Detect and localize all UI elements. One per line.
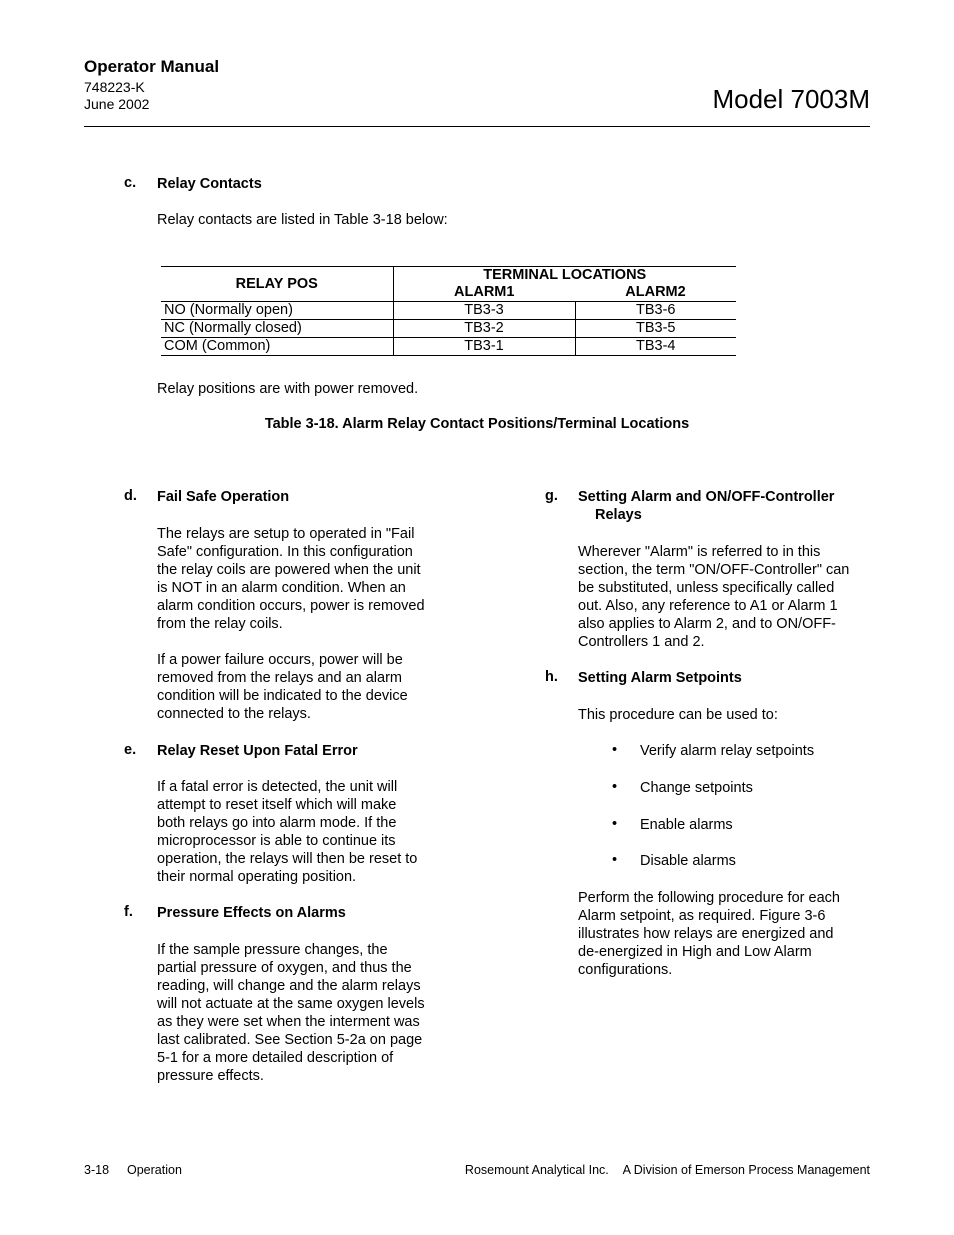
section-d-letter: d. [124,488,137,504]
cell-pos: NO (Normally open) [164,302,293,318]
section-g-letter: g. [545,488,558,504]
section-d-paragraph-2: If a power failure occurs, power will be removed from the relays and an alarm condition will be indicated to the device connected to the relays. [157,652,408,722]
cell-alarm1: TB3-1 [393,338,575,356]
section-h-paragraph: Perform the following procedure for each Alarm setpoint, as required. Figure 3-6 illustrates how relays are energized and de-energized in High and Low Alarm configurations. [578,890,840,978]
footer-section: Operation [127,1163,182,1177]
section-e-title: Relay Reset Upon Fatal Error [157,743,358,759]
footer-page-number: 3-18 [84,1163,110,1177]
section-d-paragraph-1: The relays are setup to operated in "Fail Safe" configuration. In this configuration the relay coils are powered when the unit is NOT in an alarm condition. When an alarm condition occurs, power is removed from the relay coils. [157,526,425,632]
list-item: Disable alarms [640,853,736,869]
model-title: Model 7003M [712,84,870,114]
doc-number: 748223-K [84,79,145,95]
list-item: Change setpoints [640,780,753,796]
section-h-letter: h. [545,669,558,685]
bullet-dot-icon: • [612,852,618,868]
cell-pos: COM (Common) [164,338,271,354]
section-e-paragraph: If a fatal error is detected, the unit will attempt to reset itself which will make both relays go into alarm mode. If the microprocessor is able to continue its operation, the relays will then be reset to their normal operating position. [157,779,418,885]
section-g-paragraph: Wherever "Alarm" is referred to in this section, the term "ON/OFF-Controller" can be substituted, unless specifically called out. Also, any reference to A1 or Alarm 1 also applies to Alarm 2, and to ON/OFF- Controllers 1 and 2. [578,544,850,650]
section-g-title: Setting Alarm and ON/OFF-Controller Relays [578,489,835,523]
cell-pos: NC (Normally closed) [164,320,302,336]
bullet-dot-icon: • [612,816,618,832]
bullet-dot-icon: • [612,742,618,758]
section-h-title: Setting Alarm Setpoints [578,670,742,686]
cell-alarm2: TB3-4 [575,338,736,356]
section-c-letter: c. [124,175,137,191]
section-h-intro: This procedure can be used to: [578,707,778,723]
section-f-paragraph: If the sample pressure changes, the partial pressure of oxygen, and thus the reading, will change and the alarm relays will not actuate at the same oxygen levels as they were set when the interment was last calibrated. See Section 5-2a on page 5-1 for a more detailed description of pressure effects. [157,942,425,1084]
header-alarm1: ALARM1 [393,284,575,302]
section-f-letter: f. [124,904,133,920]
section-e-letter: e. [124,742,137,758]
cell-alarm1: TB3-3 [393,302,575,320]
section-f-title: Pressure Effects on Alarms [157,905,346,921]
table-row [161,320,736,338]
header-relay-pos: RELAY POS [161,267,393,302]
table-row [161,302,736,320]
cell-alarm1: TB3-2 [393,320,575,338]
header-alarm2: ALARM2 [625,284,686,300]
bullet-dot-icon: • [612,779,618,795]
table-caption: Table 3-18. Alarm Relay Contact Positions/Terminal Locations [264,416,690,432]
manual-title: Operator Manual [84,57,220,76]
relay-table [161,266,736,356]
footer-company: Rosemount Analytical Inc. A Division of Emerson Process Management [464,1163,870,1177]
header-rule [84,126,870,127]
table-row [161,338,736,356]
doc-date: June 2002 [84,96,150,112]
section-c-title: Relay Contacts [157,176,262,192]
section-d-title: Fail Safe Operation [157,489,290,505]
section-c-intro: Relay contacts are listed in Table 3-18 below: [157,212,448,228]
cell-alarm2: TB3-6 [575,302,736,320]
header-terminal-locations: TERMINAL LOCATIONS [393,267,736,285]
section-c-note: Relay positions are with power removed. [157,381,419,397]
list-item: Verify alarm relay setpoints [640,743,815,759]
list-item: Enable alarms [640,817,733,833]
cell-alarm2: TB3-5 [575,320,736,338]
